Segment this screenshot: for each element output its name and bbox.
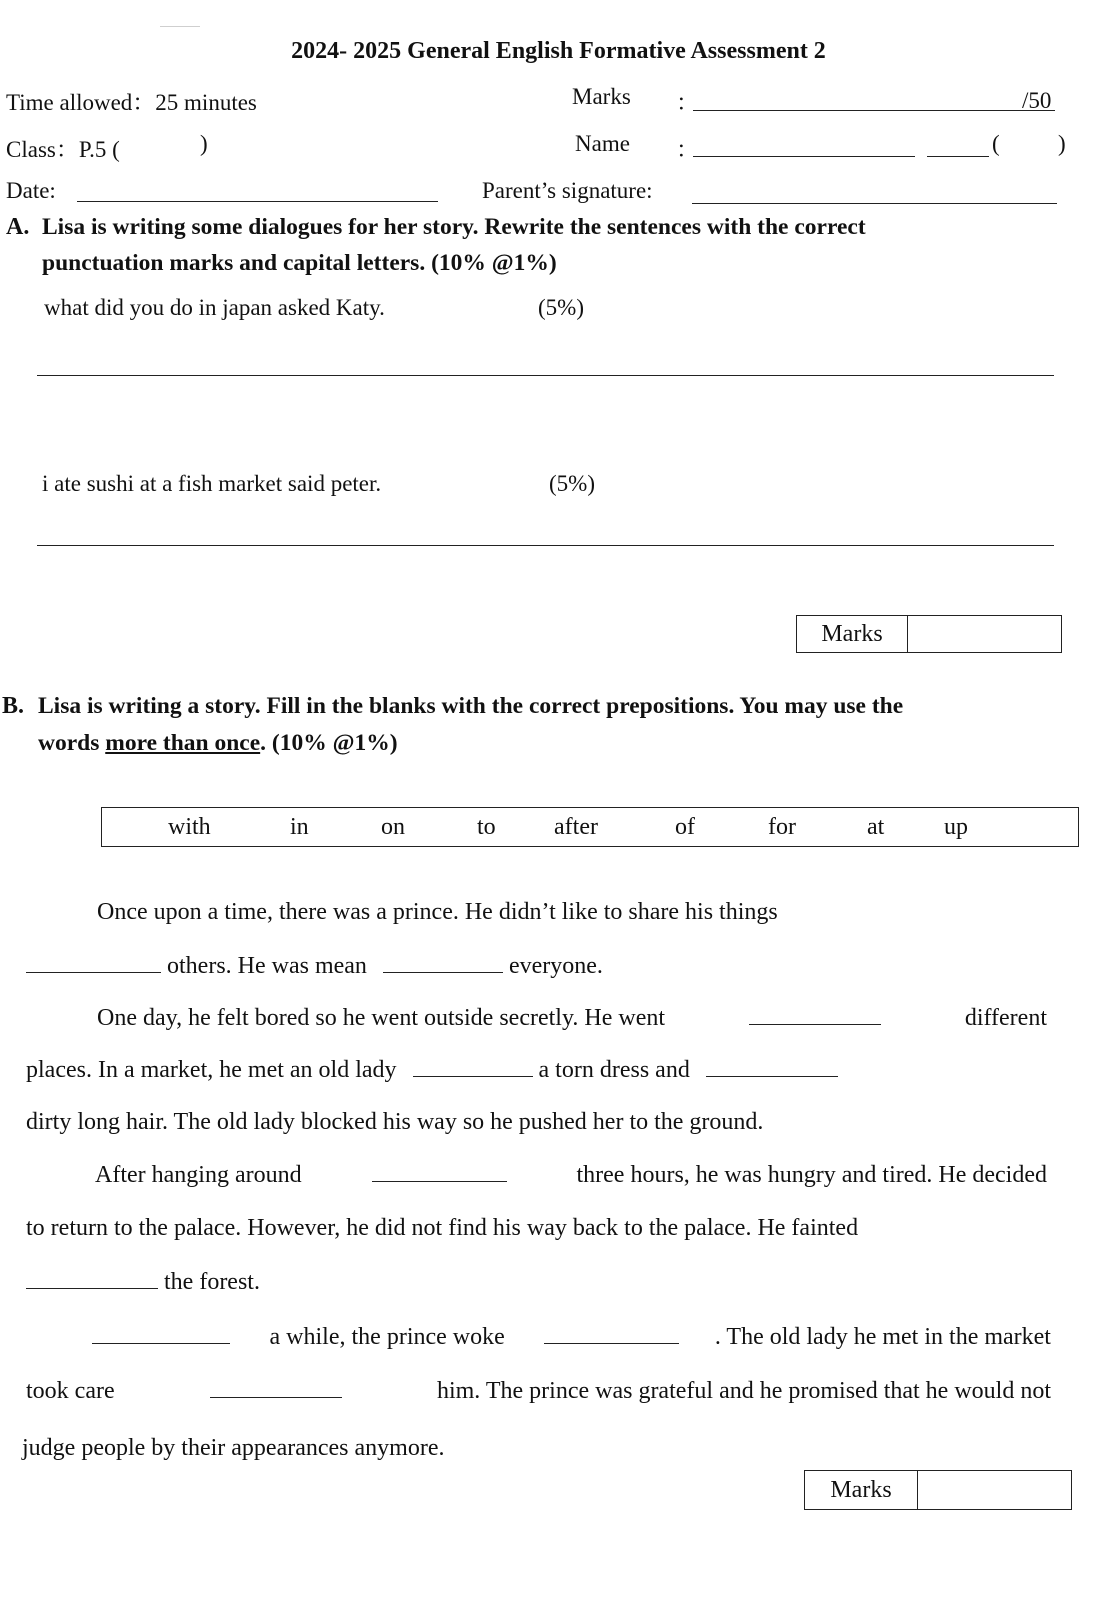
marks-box-label: Marks <box>805 1471 918 1509</box>
story-p1-line1: Once upon a time, there was a prince. He didn’t like to share his things <box>97 899 778 925</box>
story-text: him. The prince was grateful and he promised that he would not <box>436 1378 1051 1404</box>
story-p4-line1 <box>92 1324 1051 1351</box>
parent-signature-field[interactable] <box>692 203 1057 204</box>
section-b-letter: B. <box>2 693 25 719</box>
blank-4[interactable] <box>413 1075 533 1077</box>
class-label: Class：P.5 ( <box>6 137 120 162</box>
story-text: One day, he felt bored so he went outside secretly. He went <box>97 1005 666 1031</box>
date-field[interactable] <box>77 201 438 202</box>
answer-line-a2[interactable] <box>37 545 1054 546</box>
blank-3[interactable] <box>749 1023 881 1025</box>
story-text: a torn dress and <box>538 1057 690 1083</box>
marks-field[interactable] <box>693 110 1055 111</box>
section-b-marks-box <box>804 1470 1072 1510</box>
story-p2-line1 <box>97 1005 1047 1032</box>
word-bank-item: at <box>867 814 885 840</box>
story-p3-line2: to return to the palace. However, he did not find his way back to the palace. He fainted <box>26 1215 859 1241</box>
page-title: 2024- 2025 General English Formative Assessment 2 <box>291 38 826 64</box>
story-text: the forest. <box>164 1269 260 1295</box>
blank-2[interactable] <box>383 971 503 973</box>
question-a1-text: what did you do in japan asked Katy. <box>44 295 385 320</box>
section-b-heading-line2 <box>38 730 398 757</box>
name-paren-open: ( <box>992 131 1000 156</box>
time-allowed: Time allowed：25 minutes <box>6 90 257 115</box>
section-a-heading-line2: punctuation marks and capital letters. (10% @1%) <box>42 250 557 276</box>
story-p4-line3: judge people by their appearances anymore. <box>22 1435 445 1461</box>
word-bank-item: to <box>477 814 496 840</box>
blank-1[interactable] <box>26 971 161 973</box>
blank-9[interactable] <box>544 1342 679 1344</box>
word-bank-item: after <box>554 814 598 840</box>
parent-signature-label: Parent’s signature: <box>482 178 653 203</box>
marks-box-label: Marks <box>797 616 908 652</box>
section-b-heading-line1: Lisa is writing a story. Fill in the blanks with the correct prepositions. You may use the <box>38 693 904 719</box>
heading-text-words: words <box>38 730 100 756</box>
question-a1-score: (5%) <box>538 295 584 320</box>
name-paren-close: ) <box>1058 131 1066 156</box>
word-bank-item: for <box>768 814 796 840</box>
marks-colon: ： <box>676 90 699 115</box>
story-text: . The old lady he met in the market <box>714 1324 1051 1350</box>
story-p3-line1 <box>95 1162 1047 1189</box>
story-p1-line2 <box>26 953 603 980</box>
word-bank-item: in <box>290 814 309 840</box>
heading-text-percent: . (10% @1%) <box>260 730 398 756</box>
answer-line-a1[interactable] <box>37 375 1054 376</box>
blank-7[interactable] <box>26 1287 158 1289</box>
name-field[interactable] <box>693 156 915 157</box>
story-text: different <box>964 1005 1047 1031</box>
word-bank-item: on <box>381 814 405 840</box>
story-p4-line2 <box>26 1378 1051 1405</box>
story-p2-line3: dirty long hair. The old lady blocked his way so he pushed her to the ground. <box>26 1109 764 1135</box>
name-colon: ： <box>676 137 699 162</box>
blank-10[interactable] <box>210 1396 342 1398</box>
word-bank-item: up <box>944 814 968 840</box>
blank-6[interactable] <box>372 1180 507 1182</box>
story-text: a while, the prince woke <box>269 1324 505 1350</box>
story-text: After hanging around <box>95 1162 302 1188</box>
class-close-paren: ) <box>200 131 208 156</box>
story-text: others. He was mean <box>167 953 367 979</box>
heading-text-underlined: more than once <box>105 730 261 756</box>
section-a-heading-line1: Lisa is writing some dialogues for her story. Rewrite the sentences with the correct <box>42 214 866 240</box>
story-p3-line3 <box>26 1269 260 1296</box>
name-label: Name <box>575 131 630 156</box>
section-a-letter: A. <box>6 214 30 240</box>
word-bank <box>101 807 1079 847</box>
story-text: three hours, he was hungry and tired. He decided <box>576 1162 1047 1188</box>
story-text: places. In a market, he met an old lady <box>26 1057 397 1083</box>
scan-mark <box>160 24 200 30</box>
blank-5[interactable] <box>706 1075 838 1077</box>
question-a2-score: (5%) <box>549 471 595 496</box>
section-a-marks-box <box>796 615 1062 653</box>
date-label: Date: <box>6 178 56 203</box>
word-bank-item: of <box>675 814 695 840</box>
marks-label: Marks <box>572 84 631 109</box>
story-p2-line2 <box>26 1057 838 1084</box>
question-a2-text: i ate sushi at a fish market said peter. <box>42 471 382 496</box>
blank-8[interactable] <box>92 1342 230 1344</box>
word-bank-item: with <box>168 814 211 840</box>
marks-box-score-cell[interactable] <box>908 616 1061 652</box>
class-number-field[interactable] <box>927 156 989 157</box>
marks-total: /50 <box>1022 88 1052 113</box>
story-text: took care <box>26 1378 115 1404</box>
marks-box-score-cell[interactable] <box>918 1471 1071 1509</box>
story-text: everyone. <box>508 953 603 979</box>
